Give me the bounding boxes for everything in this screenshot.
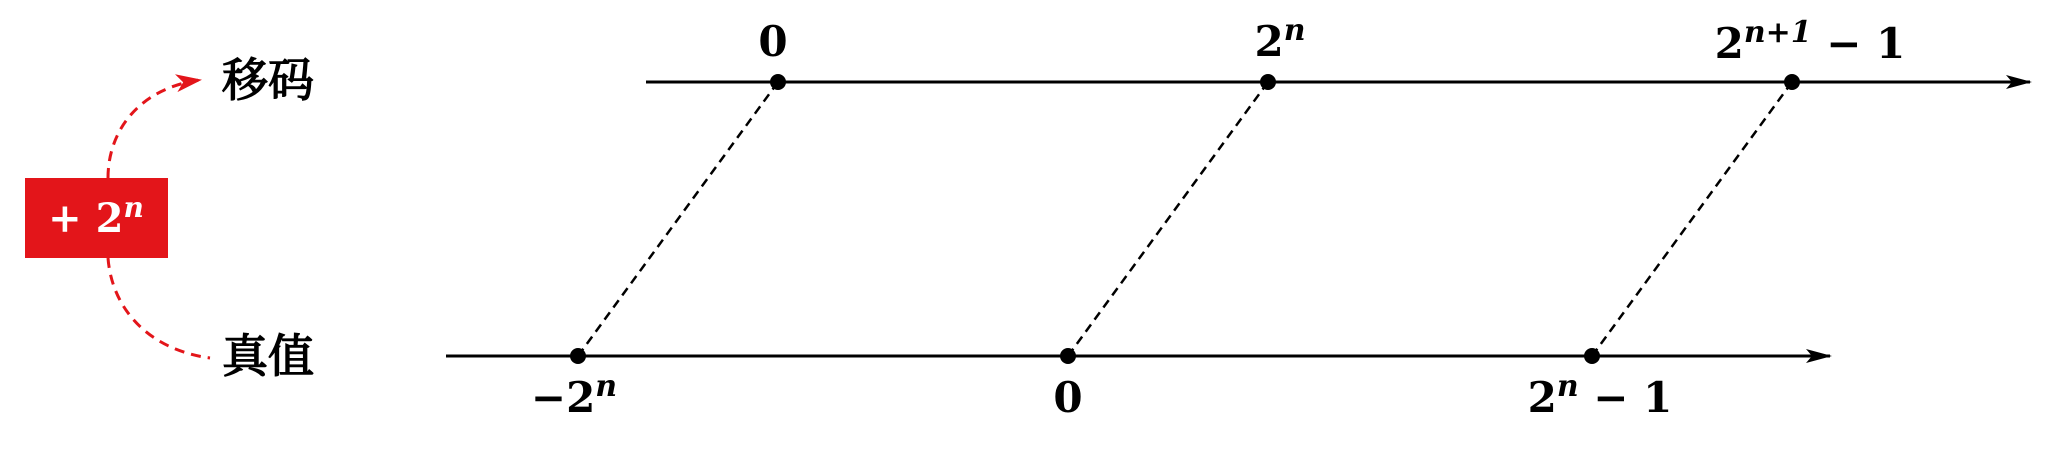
- mapping-line-1: [578, 82, 778, 356]
- offset-badge-label: + $2^n$: [48, 191, 144, 242]
- true-value-row-label: 真值: [222, 329, 314, 383]
- biased-tick-label-2: 2$^n$: [1254, 13, 1306, 66]
- biased-tick-label-1: 0: [758, 17, 788, 66]
- true-tick-label-3: $2^n - 1$: [1527, 369, 1673, 422]
- offset-arrow-up: [108, 80, 200, 178]
- mapping-line-3: [1592, 82, 1792, 356]
- true-point-3: [1584, 348, 1600, 364]
- biased-point-3: [1784, 74, 1800, 90]
- true-point-2: [1060, 348, 1076, 364]
- true-tick-label-1: $-2^n$: [530, 369, 618, 422]
- biased-row-label: 移码: [222, 53, 314, 107]
- biased-tick-label-3: $2^{n+1} - 1$: [1714, 15, 1906, 68]
- mapping-line-2: [1068, 82, 1268, 356]
- biased-point-2: [1260, 74, 1276, 90]
- offset-arrow-down: [108, 258, 210, 358]
- true-tick-label-2: 0: [1053, 373, 1083, 422]
- true-point-1: [570, 348, 586, 364]
- biased-point-1: [770, 74, 786, 90]
